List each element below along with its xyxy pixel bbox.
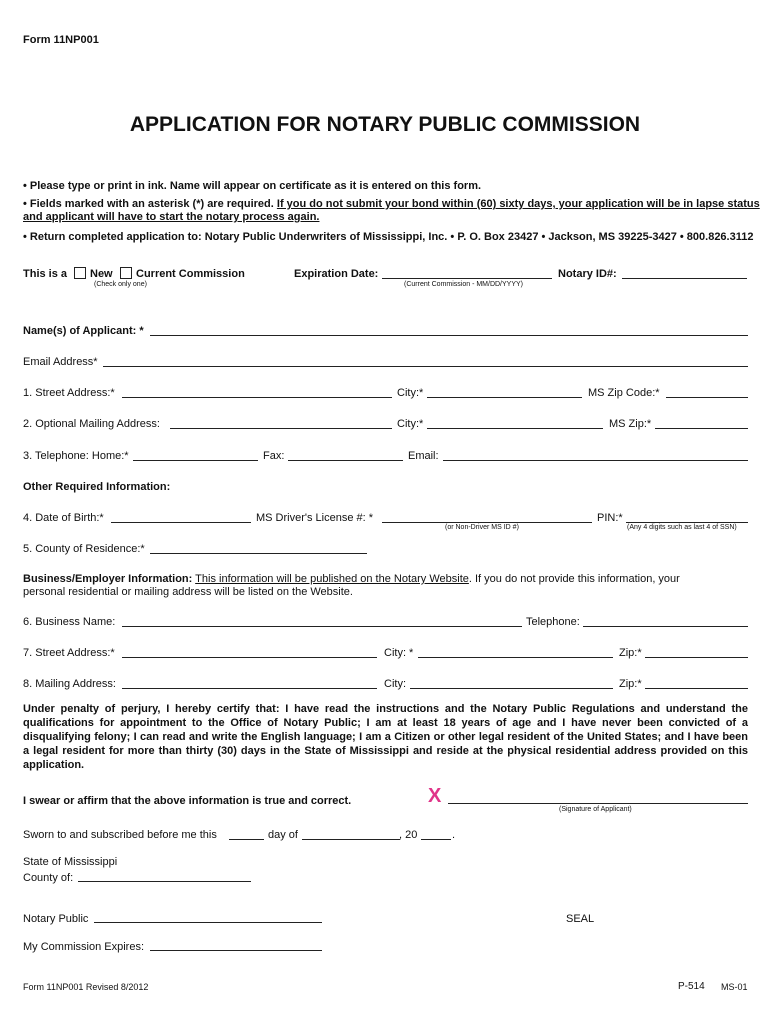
instruction-required-text: • Fields marked with an asterisk (*) are required.	[23, 198, 277, 210]
mailing-city-label: City:*	[397, 418, 424, 430]
drivers-license-note: (or Non-Driver MS ID #)	[445, 524, 519, 531]
footer-code-p514: P-514	[678, 981, 705, 992]
sworn-day-field[interactable]	[229, 839, 264, 840]
telephone-home-label: 3. Telephone: Home:*	[23, 450, 129, 462]
applicant-names-label: Name(s) of Applicant: *	[23, 325, 144, 337]
commission-expires-field[interactable]	[150, 950, 322, 951]
business-mailing-city-label: City:	[384, 678, 406, 690]
pin-note: (Any 4 digits such as last 4 of SSN)	[627, 524, 737, 531]
business-publish-note: This information will be published on the Notary Website	[195, 573, 469, 585]
county-of-field[interactable]	[78, 881, 251, 882]
business-info-heading: Business/Employer Information:	[23, 573, 193, 585]
instruction-required-fields	[23, 198, 760, 210]
current-commission-label: Current Commission	[136, 268, 245, 280]
email-address-label: Email Address*	[23, 356, 98, 368]
expiration-date-field[interactable]	[382, 278, 552, 279]
city-field[interactable]	[427, 397, 582, 398]
business-city-label: City: *	[384, 647, 414, 659]
notary-public-label: Notary Public	[23, 913, 89, 925]
day-of-label: day of	[268, 829, 298, 841]
business-street-label: 7. Street Address:*	[23, 647, 115, 659]
telephone-home-field[interactable]	[133, 460, 258, 461]
email-field[interactable]	[443, 460, 748, 461]
this-is-a-label: This is a	[23, 268, 68, 280]
sworn-year-field[interactable]	[421, 839, 451, 840]
expiration-date-label: Expiration Date:	[294, 268, 379, 280]
new-label: New	[90, 268, 113, 280]
check-only-one-note: (Check only one)	[94, 281, 147, 288]
certification-statement: Under penalty of perjury, I hereby certify that: I have read the instructions and the Notary Public Regulations and understand the qualifications for appointment to the Office of Notary Public; I am at least 18 years of age and I have never been convicted of a disqualifying felony; I can read and write the English language; I am a Citizen or other legal resident of the United States; and I have been a legal resident for more than thirty (30) days in the State of Mississippi and reside at the physical residential address provided on this application.	[23, 703, 748, 771]
page-title: APPLICATION FOR NOTARY PUBLIC COMMISSION	[129, 113, 641, 136]
seal-label: SEAL	[566, 913, 595, 925]
drivers-license-field[interactable]	[382, 522, 592, 523]
ms-zip-code-label: MS Zip Code:*	[588, 387, 660, 399]
expiration-date-note: (Current Commission - MM/DD/YYYY)	[404, 281, 524, 288]
notary-public-field[interactable]	[94, 922, 322, 923]
business-mailing-zip-label: Zip:*	[619, 678, 642, 690]
city-label: City:*	[397, 387, 424, 399]
ms-zip-label: MS Zip:*	[609, 418, 652, 430]
business-telephone-field[interactable]	[583, 626, 748, 627]
business-info-note	[23, 573, 748, 599]
county-of-residence-label: 5. County of Residence:*	[23, 543, 145, 555]
instruction-lapse-warning: If you do not submit your bond within (60) sixty days, your application will be in lapse status	[276, 198, 760, 210]
pin-field[interactable]	[626, 522, 748, 523]
business-name-label: 6. Business Name:	[23, 616, 116, 628]
year-prefix: , 20	[399, 829, 418, 841]
business-mailing-field[interactable]	[122, 688, 377, 689]
footer-revision: Form 11NP001 Revised 8/2012	[23, 982, 149, 992]
pin-label: PIN:*	[597, 512, 623, 524]
ms-zip-code-field[interactable]	[666, 397, 748, 398]
county-of-residence-field[interactable]	[150, 553, 367, 554]
business-name-field[interactable]	[122, 626, 522, 627]
other-info-heading: Other Required Information:	[23, 481, 171, 493]
fax-label: Fax:	[263, 450, 285, 462]
business-mailing-zip-field[interactable]	[645, 688, 748, 689]
footer-code-ms01: MS-01	[721, 982, 748, 992]
business-street-field[interactable]	[122, 657, 377, 658]
fax-field[interactable]	[288, 460, 403, 461]
email-address-field[interactable]	[103, 366, 748, 367]
mailing-address-label: 2. Optional Mailing Address:	[23, 418, 160, 430]
business-zip-label: Zip:*	[619, 647, 642, 659]
state-label: State of Mississippi	[23, 856, 118, 868]
new-checkbox[interactable]	[74, 267, 86, 279]
street-address-field[interactable]	[122, 397, 392, 398]
date-of-birth-label: 4. Date of Birth:*	[23, 512, 104, 524]
commission-expires-label: My Commission Expires:	[23, 941, 145, 953]
business-mailing-label: 8. Mailing Address:	[23, 678, 116, 690]
signature-note: (Signature of Applicant)	[559, 806, 632, 813]
sworn-period: .	[452, 829, 456, 841]
mailing-address-field[interactable]	[170, 428, 392, 429]
business-mailing-city-field[interactable]	[410, 688, 613, 689]
ms-zip-field[interactable]	[655, 428, 748, 429]
notary-id-field[interactable]	[622, 278, 747, 279]
instruction-lapse-warning-cont: and applicant will have to start the notary process again.	[23, 211, 320, 223]
sworn-month-field[interactable]	[302, 839, 400, 840]
sworn-text: Sworn to and subscribed before me this	[23, 829, 217, 841]
business-city-field[interactable]	[418, 657, 613, 658]
street-address-label: 1. Street Address:*	[23, 387, 115, 399]
business-telephone-label: Telephone:	[526, 616, 580, 628]
current-commission-checkbox[interactable]	[120, 267, 132, 279]
applicant-signature-field[interactable]	[448, 803, 748, 804]
swear-statement: I swear or affirm that the above information is true and correct.	[23, 795, 352, 807]
notary-id-label: Notary ID#:	[558, 268, 617, 280]
instruction-return-address: • Return completed application to: Notary Public Underwriters of Mississippi, Inc. • P. O. Box 23427 • Jackson, MS 39225-3427 • 800.826.3112	[23, 231, 754, 243]
business-zip-field[interactable]	[645, 657, 748, 658]
applicant-names-field[interactable]	[150, 335, 748, 336]
county-of-label: County of:	[23, 872, 74, 884]
email-label: Email:	[408, 450, 439, 462]
business-note-rest: . If you do not provide this information, your	[468, 573, 680, 585]
drivers-license-label: MS Driver's License #: *	[256, 512, 374, 524]
form-id: Form 11NP001	[23, 34, 99, 46]
instruction-type-print: • Please type or print in ink. Name will appear on certificate as it is entered on this form.	[23, 180, 482, 192]
business-note-line2: personal residential or mailing address will be listed on the Website.	[23, 586, 353, 598]
mailing-city-field[interactable]	[427, 428, 603, 429]
signature-x-mark: X	[428, 785, 442, 807]
date-of-birth-field[interactable]	[111, 522, 251, 523]
